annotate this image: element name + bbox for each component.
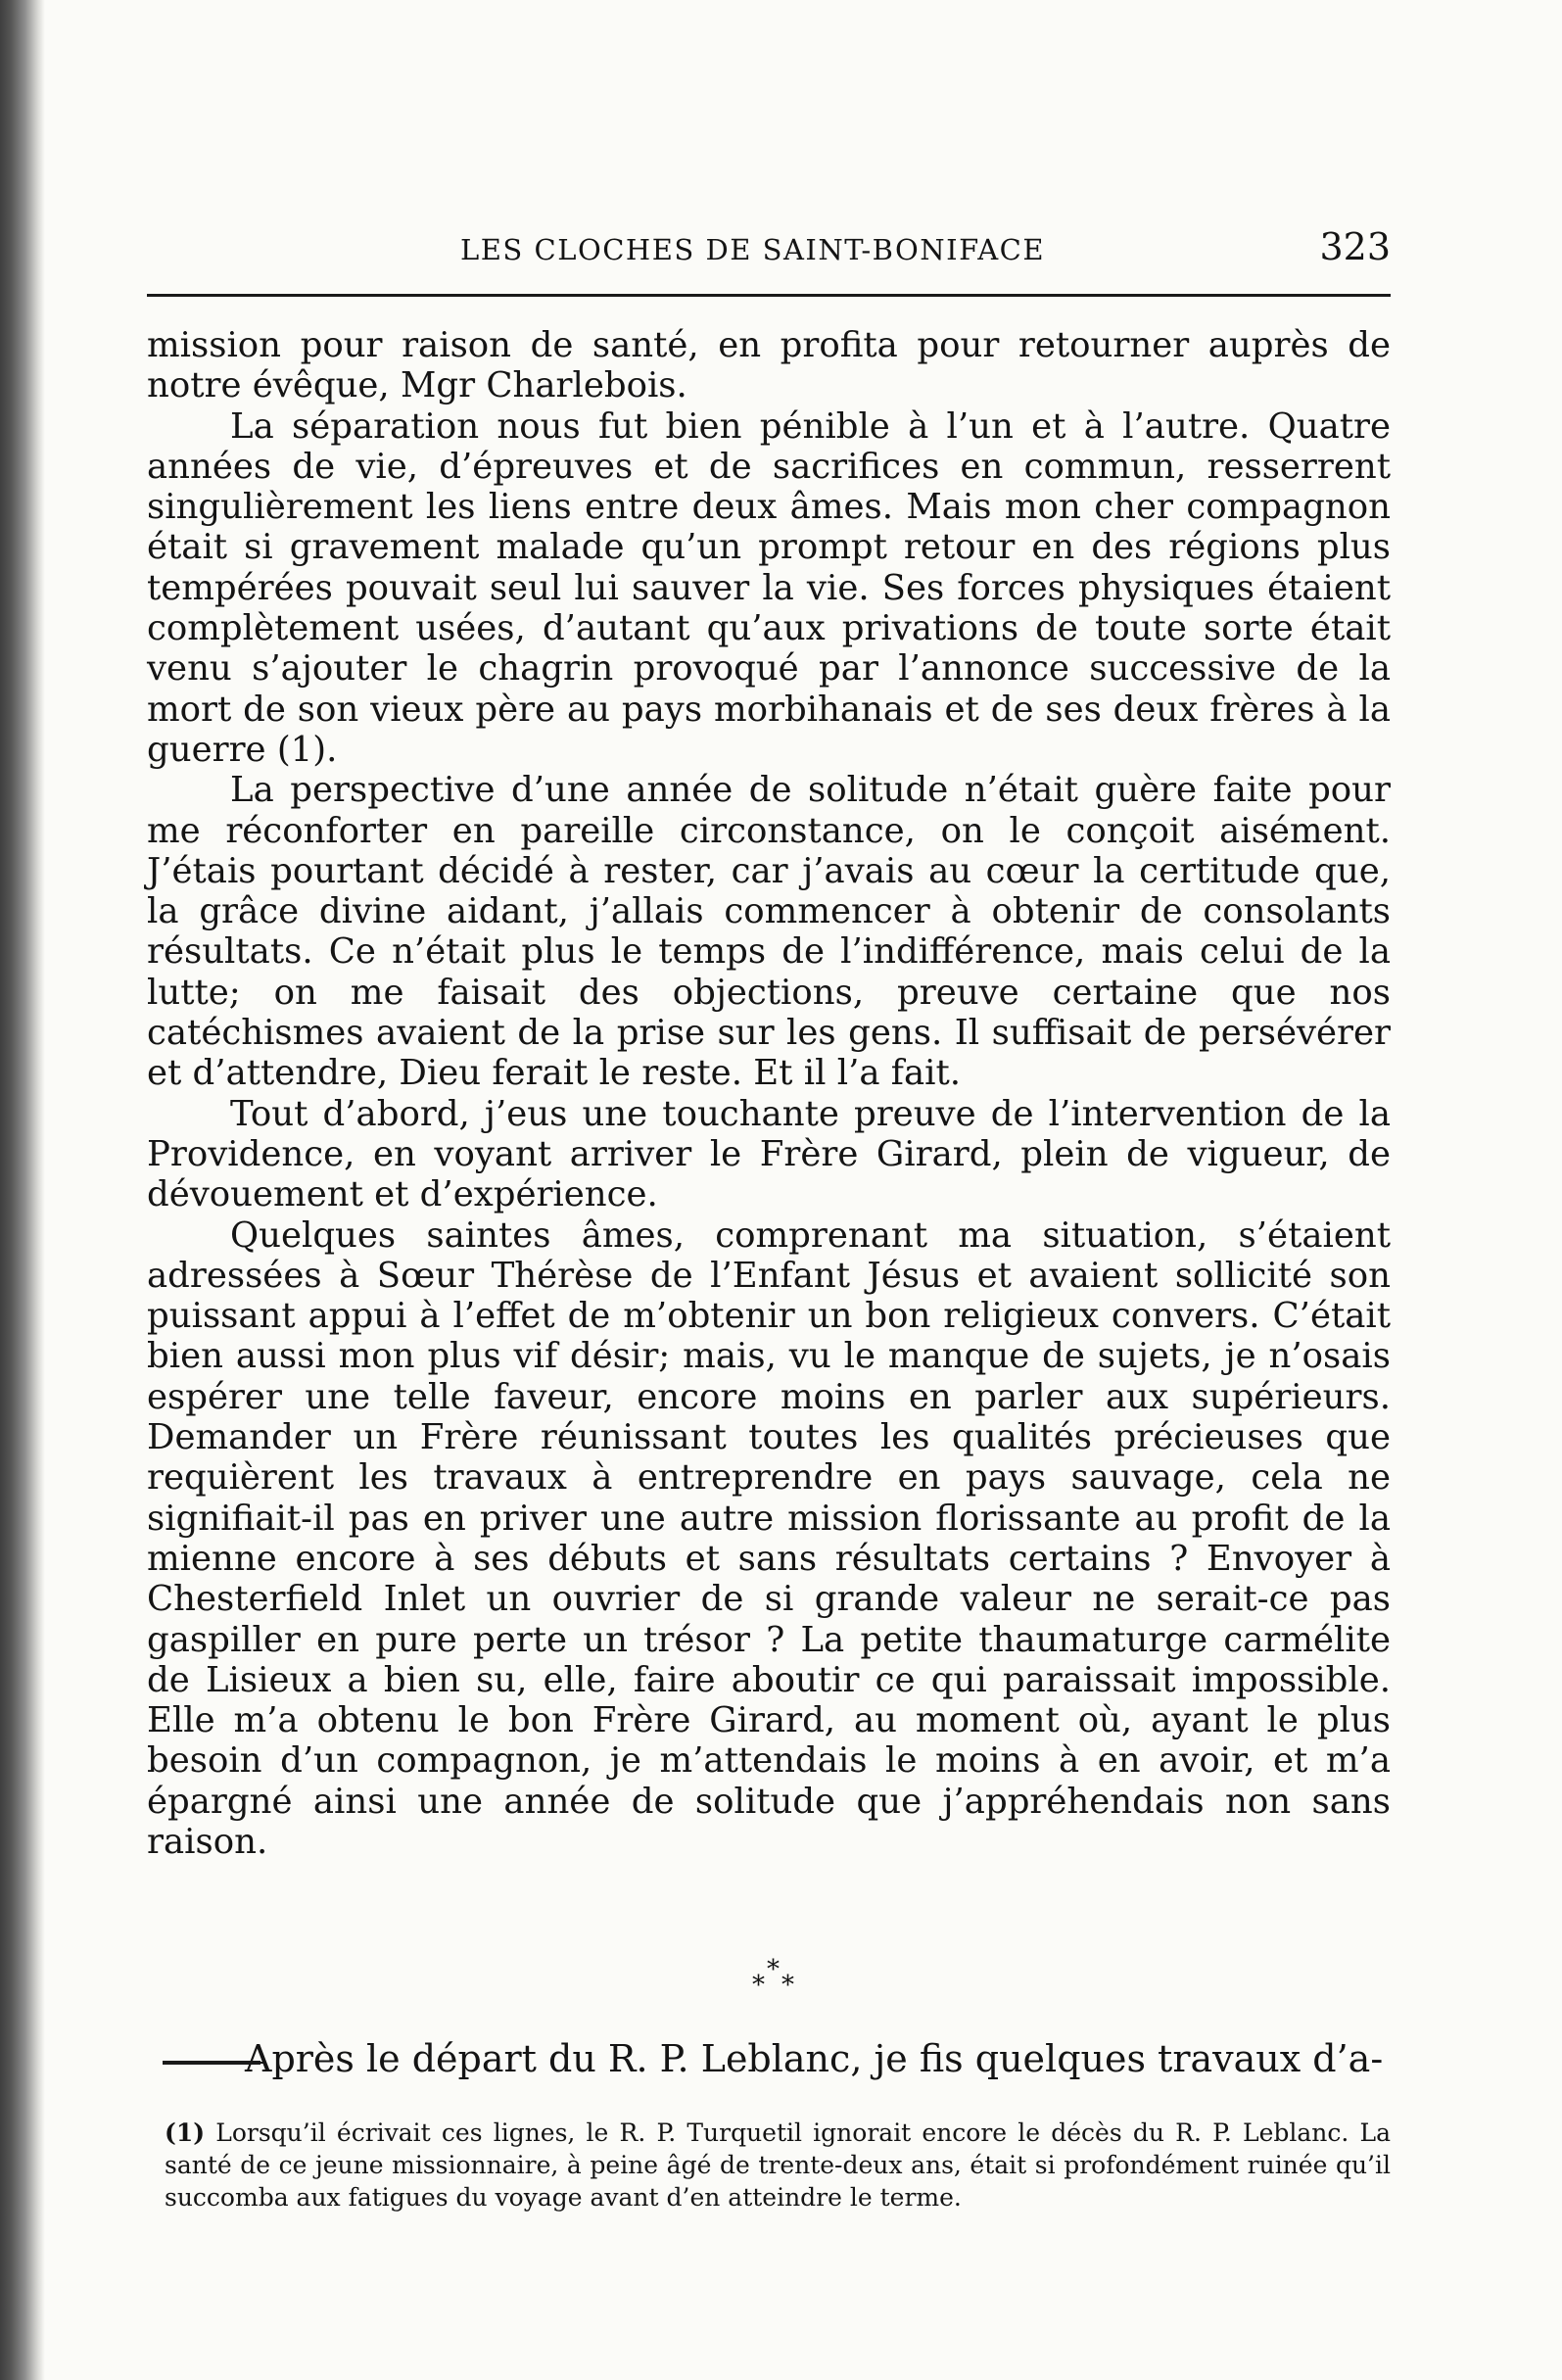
running-title: LES CLOCHES DE SAINT-BONIFACE (460, 233, 1046, 266)
paragraph: mission pour raison de santé, en profita pour retourner auprès de notre évêque, Mgr Charlebois. (147, 325, 1391, 406)
paragraph: Tout d’abord, j’eus une touchante preuve de l’intervention de la Providence, en voyant arriver le Frère Girard, plein de vigueur, de dévouement et d’expérience. (147, 1093, 1391, 1215)
footnote (165, 2117, 1391, 2213)
asterism-star: * (781, 1971, 794, 2000)
asterism-star: * (767, 1955, 780, 1984)
footnote-rule (163, 2061, 260, 2065)
paragraph: La perspective d’une année de solitude n’était guère faite pour me réconforter en pareille circonstance, on le conçoit aisément. J’étais pourtant décidé à rester, car j’avais au cœur la certitude que, la grâce divine aidant, j’allais commencer à obtenir de consolants résultats. Ce n’était plus le temps de l’indifférence, mais celui de la lutte; on me faisait des objections, preuve certaine que nos catéchismes avaient de la prise sur les gens. Il suffisait de persévérer et d’attendre, Dieu ferait le reste. Et il l’a fait. (147, 770, 1391, 1094)
section-opening-line: Après le départ du R. P. Leblanc, je fis quelques travaux d’a- (245, 2037, 1384, 2080)
asterism-star: * (752, 1971, 765, 2000)
paragraph: Quelques saintes âmes, comprenant ma situation, s’étaient adressées à Sœur Thérèse de l’Enfant Jésus et avaient sollicité son puissant appui à l’effet de m’obtenir un bon religieux convers. C’était bien aussi mon plus vif désir; mais, vu le manque de sujets, je n’osais espérer une telle faveur, encore moins en parler aux supérieurs. Demander un Frère réunissant toutes les qualités précieuses que requièrent les travaux à entreprendre en pays sauvage, cela ne signifiait-il pas en priver une autre mission florissante au profit de la mienne encore à ses débuts et sans résultats certains ? Envoyer à Chesterfield Inlet un ouvrier de si grande valeur ne serait-ce pas gaspiller en pure perte un trésor ? La petite thaumaturge carmélite de Lisieux a bien su, elle, faire aboutir ce qui paraissait impossible. Elle m’a obtenu le bon Frère Girard, au moment où, ayant le plus besoin d’un compagnon, je m’attendais le moins à en avoir, et m’a épargné ainsi une année de solitude que j’appréhendais non sans raison. (147, 1214, 1391, 1862)
page-binding-edge (0, 0, 45, 2380)
paragraph: La séparation nous fut bien pénible à l’un et à l’autre. Quatre années de vie, d’épreuves et de sacrifices en commun, resserrent singulièrement les liens entre deux âmes. Mais mon cher compagnon était si gravement malade qu’un prompt retour en des régions plus tempérées pouvait seul lui sauver la vie. Ses forces physiques étaient complètement usées, d’autant qu’aux privations de toute sorte était venu s’ajouter le chagrin provoqué par l’annonce successive de la mort de son vieux père au pays morbihanais et de ses deux frères à la guerre (1). (147, 405, 1391, 770)
body-text (147, 325, 1391, 1862)
section-break-asterism (734, 1957, 823, 2016)
header-rule (147, 294, 1391, 297)
page-number: 323 (1319, 225, 1391, 268)
footnote-text: Lorsqu’il écrivait ces lignes, le R. P. Turquetil ignorait encore le décès du R. P. Leblanc. La santé de ce jeune missionnaire, à peine âgé de trente-deux ans, était si profondément ruinée qu’il succomba aux fatigues du voyage avant d’en atteindre le terme. (165, 2118, 1392, 2212)
footnote-marker: (1) (165, 2118, 206, 2147)
page-header (147, 221, 1391, 280)
